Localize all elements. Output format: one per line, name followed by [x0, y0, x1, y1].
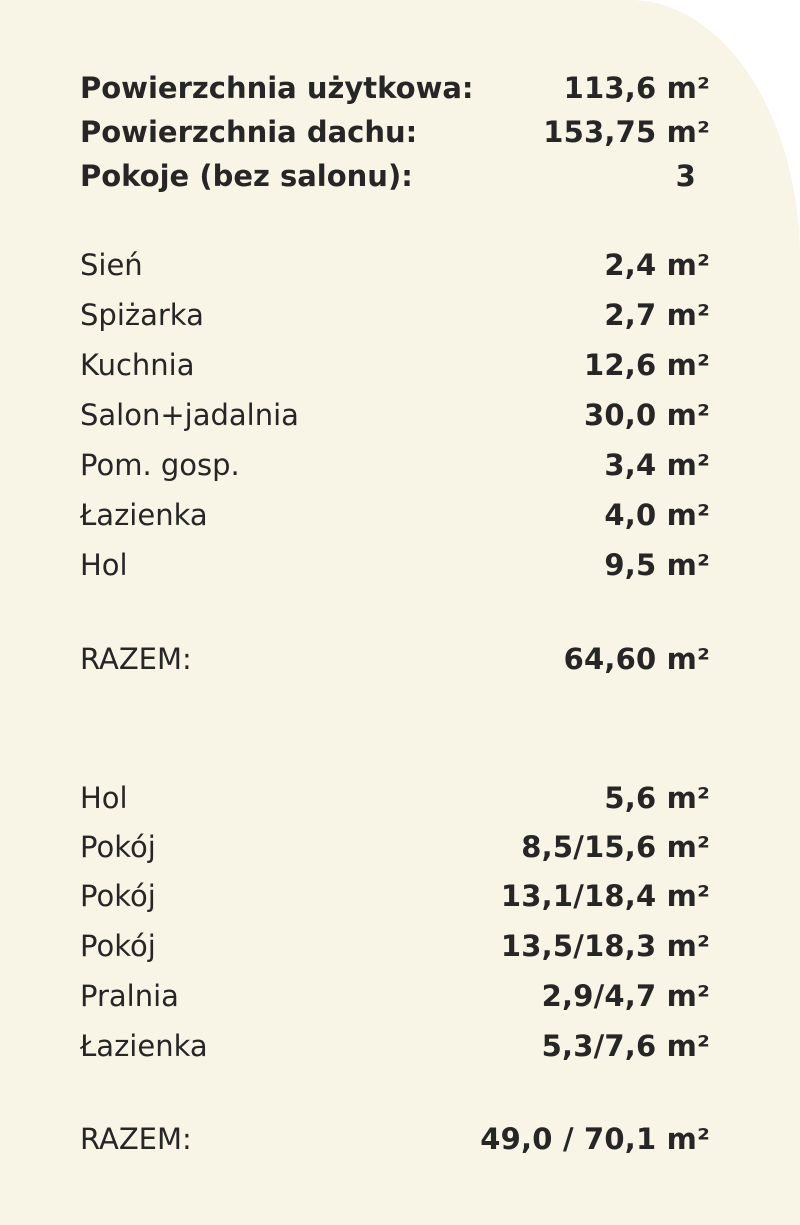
room-name: Pokój	[80, 830, 156, 864]
row-label: Powierzchnia dachu:	[80, 115, 418, 149]
total-value: 49,0 / 70,1 m²	[480, 1122, 710, 1156]
room-name: Łazienka	[80, 1029, 208, 1063]
total-label: RAZEM:	[80, 642, 192, 676]
room-area: 4,0 m²	[604, 498, 710, 532]
room-area: 12,6 m²	[584, 348, 710, 382]
total-value: 64,60 m²	[563, 642, 710, 676]
row-value: 153,75 m²	[543, 115, 710, 149]
room-name: Hol	[80, 548, 128, 582]
upper-floor-total-row	[80, 1117, 710, 1161]
room-area: 5,3/7,6 m²	[541, 1029, 710, 1063]
room-row	[80, 1024, 710, 1068]
room-name: Łazienka	[80, 498, 208, 532]
row-value: 113,6 m²	[563, 71, 710, 105]
usable-area-row	[80, 66, 710, 110]
room-row	[80, 543, 710, 587]
room-area: 9,5 m²	[604, 548, 710, 582]
row-label: Powierzchnia użytkowa:	[80, 71, 474, 105]
room-row	[80, 874, 710, 918]
room-row	[80, 924, 710, 968]
room-row	[80, 825, 710, 869]
room-name: Pom. gosp.	[80, 448, 240, 482]
room-row	[80, 443, 710, 487]
room-row	[80, 493, 710, 537]
room-area: 2,9/4,7 m²	[541, 979, 710, 1013]
rooms-count-row	[80, 154, 710, 198]
room-name: Hol	[80, 781, 128, 815]
room-name: Pokój	[80, 929, 156, 963]
room-row	[80, 343, 710, 387]
room-area: 13,1/18,4 m²	[500, 879, 710, 913]
room-area: 2,7 m²	[604, 298, 710, 332]
room-name: Spiżarka	[80, 298, 204, 332]
room-row	[80, 243, 710, 287]
row-label: Pokoje (bez salonu):	[80, 159, 413, 193]
row-value: 3	[675, 159, 696, 193]
room-name: Pokój	[80, 879, 156, 913]
roof-area-row	[80, 110, 710, 154]
room-area: 13,5/18,3 m²	[500, 929, 710, 963]
room-name: Salon+jadalnia	[80, 398, 299, 432]
room-row	[80, 393, 710, 437]
room-name: Pralnia	[80, 979, 179, 1013]
room-name: Sień	[80, 248, 143, 282]
ground-floor-total-row	[80, 637, 710, 681]
room-area: 5,6 m²	[604, 781, 710, 815]
room-area: 3,4 m²	[604, 448, 710, 482]
room-area: 30,0 m²	[584, 398, 710, 432]
room-area: 8,5/15,6 m²	[521, 830, 710, 864]
room-row	[80, 974, 710, 1018]
total-label: RAZEM:	[80, 1122, 192, 1156]
room-row	[80, 776, 710, 820]
room-row	[80, 293, 710, 337]
room-area: 2,4 m²	[604, 248, 710, 282]
room-name: Kuchnia	[80, 348, 195, 382]
